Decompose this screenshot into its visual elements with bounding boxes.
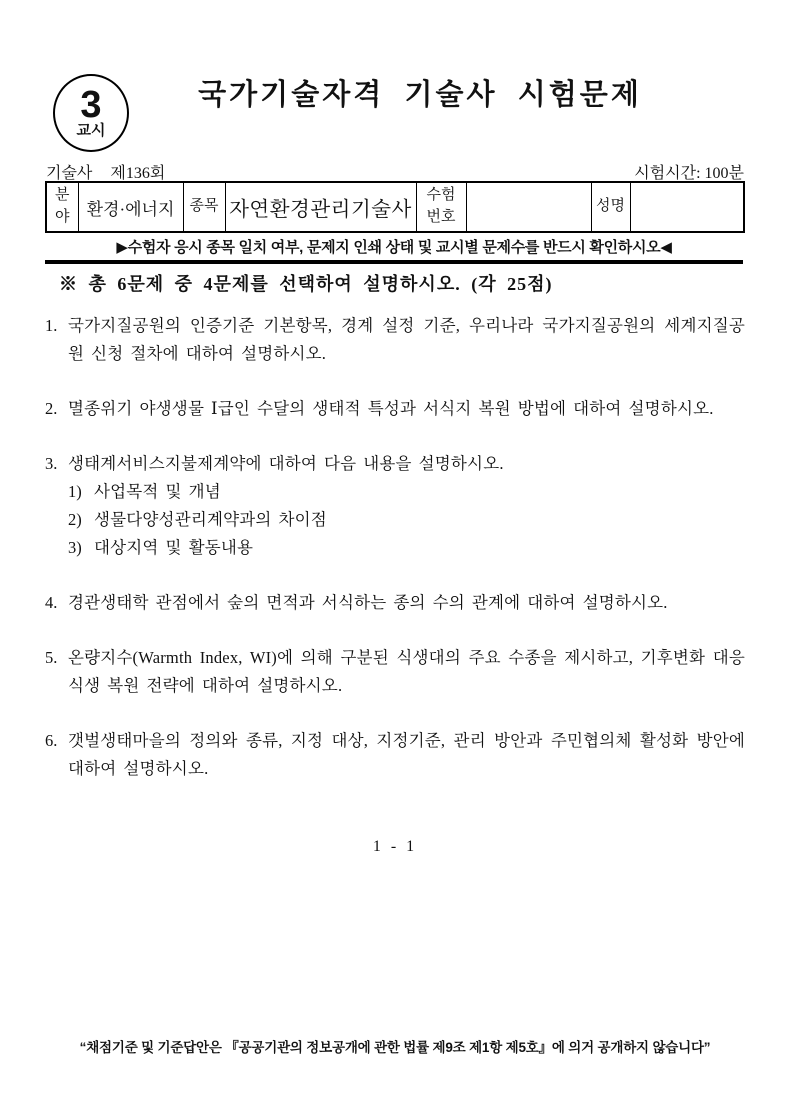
exam-time: 시험시간: 100분 [634,165,744,182]
sub-item-number: 2) [68,510,82,529]
question-number: 3. [45,454,58,473]
question-text: 경관생태학 관점에서 숲의 면적과 서식하는 종의 수의 관계에 대하여 설명하시오. [68,593,668,612]
exam-info [46,160,165,183]
period-number: 3 [80,83,102,126]
question-body [68,727,745,783]
question-list [45,312,745,783]
question-text: 온량지수(Warmth Index, WI)에 의해 구분된 식생대의 주요 수종을 제시하고, 기후변화 대응 식생 복원 전략에 대하여 설명하시오. [68,648,745,695]
subject-label: 종목 [183,182,225,232]
question-item [45,589,745,617]
question-item [45,312,745,368]
question-sub-item [68,478,745,506]
question-body [68,450,745,562]
question-number: 2. [45,399,58,418]
exam-round: 제136회 [110,165,166,182]
question-body [68,589,745,617]
question-item [45,395,745,423]
sub-item-text: 대상지역 및 활동내용 [94,538,254,557]
question-body [68,312,745,368]
notice-bar: ▶수험자 응시 종목 일치 여부, 문제지 인쇄 상태 및 교시별 문제수를 반드시 확인하시오◀ [45,236,743,264]
field-label: 분야 [46,182,78,232]
question-number: 5. [45,648,58,667]
question-number: 1. [45,316,58,335]
instruction: ※ 총 6문제 중 4문제를 선택하여 설명하시오. (각 25점) [59,274,553,294]
question-section [45,270,745,810]
exam-number-field [466,182,591,232]
question-number: 6. [45,731,58,750]
question-item [45,727,745,783]
question-text: 갯벌생태마을의 정의와 종류, 지정 대상, 지정기준, 관리 방안과 주민협의체 활성화 방안에 대하여 설명하시오. [68,731,745,778]
exam-number-label: 수험번호 [416,182,466,232]
sub-item-number: 1) [68,482,82,501]
footer-notice: “채점기준 및 기준답안은 『공공기관의 정보공개에 관한 법률 제9조 제1항 제5호』에 의거 공개하지 않습니다” [79,1040,711,1055]
page-number: 1 - 1 [372,838,418,855]
question-item [45,450,745,562]
question-body [68,395,745,423]
question-sub-item [68,506,745,534]
question-text: 국가지질공원의 인증기준 기본항목, 경계 설정 기준, 우리나라 국가지질공원의 세계지질공원 신청 절차에 대하여 설명하시오. [68,316,745,363]
question-sub-item [68,534,745,562]
candidate-info-table [45,181,745,233]
info-line [46,160,744,183]
sub-item-number: 3) [68,538,82,557]
subject-value: 자연환경관리기술사 [225,182,416,232]
period-label: 교시 [76,121,106,139]
name-field [630,182,744,232]
sub-item-text: 생물다양성관리계약과의 차이점 [94,510,327,529]
sub-item-text: 사업목적 및 개념 [94,482,221,501]
question-text: 멸종위기 야생생물 Ⅰ급인 수달의 생태적 특성과 서식지 복원 방법에 대하여 설명하시오. [68,399,714,418]
question-item [45,644,745,700]
question-text: 생태계서비스지불제계약에 대하여 다음 내용을 설명하시오. [68,454,504,473]
name-label: 성명 [591,182,630,232]
exam-type: 기술사 [46,165,93,182]
candidate-info-row [46,182,744,232]
field-value: 환경·에너지 [78,182,183,232]
page-title: 국가기술자격 기술사 시험문제 [198,79,642,111]
question-number: 4. [45,593,58,612]
question-body [68,644,745,700]
